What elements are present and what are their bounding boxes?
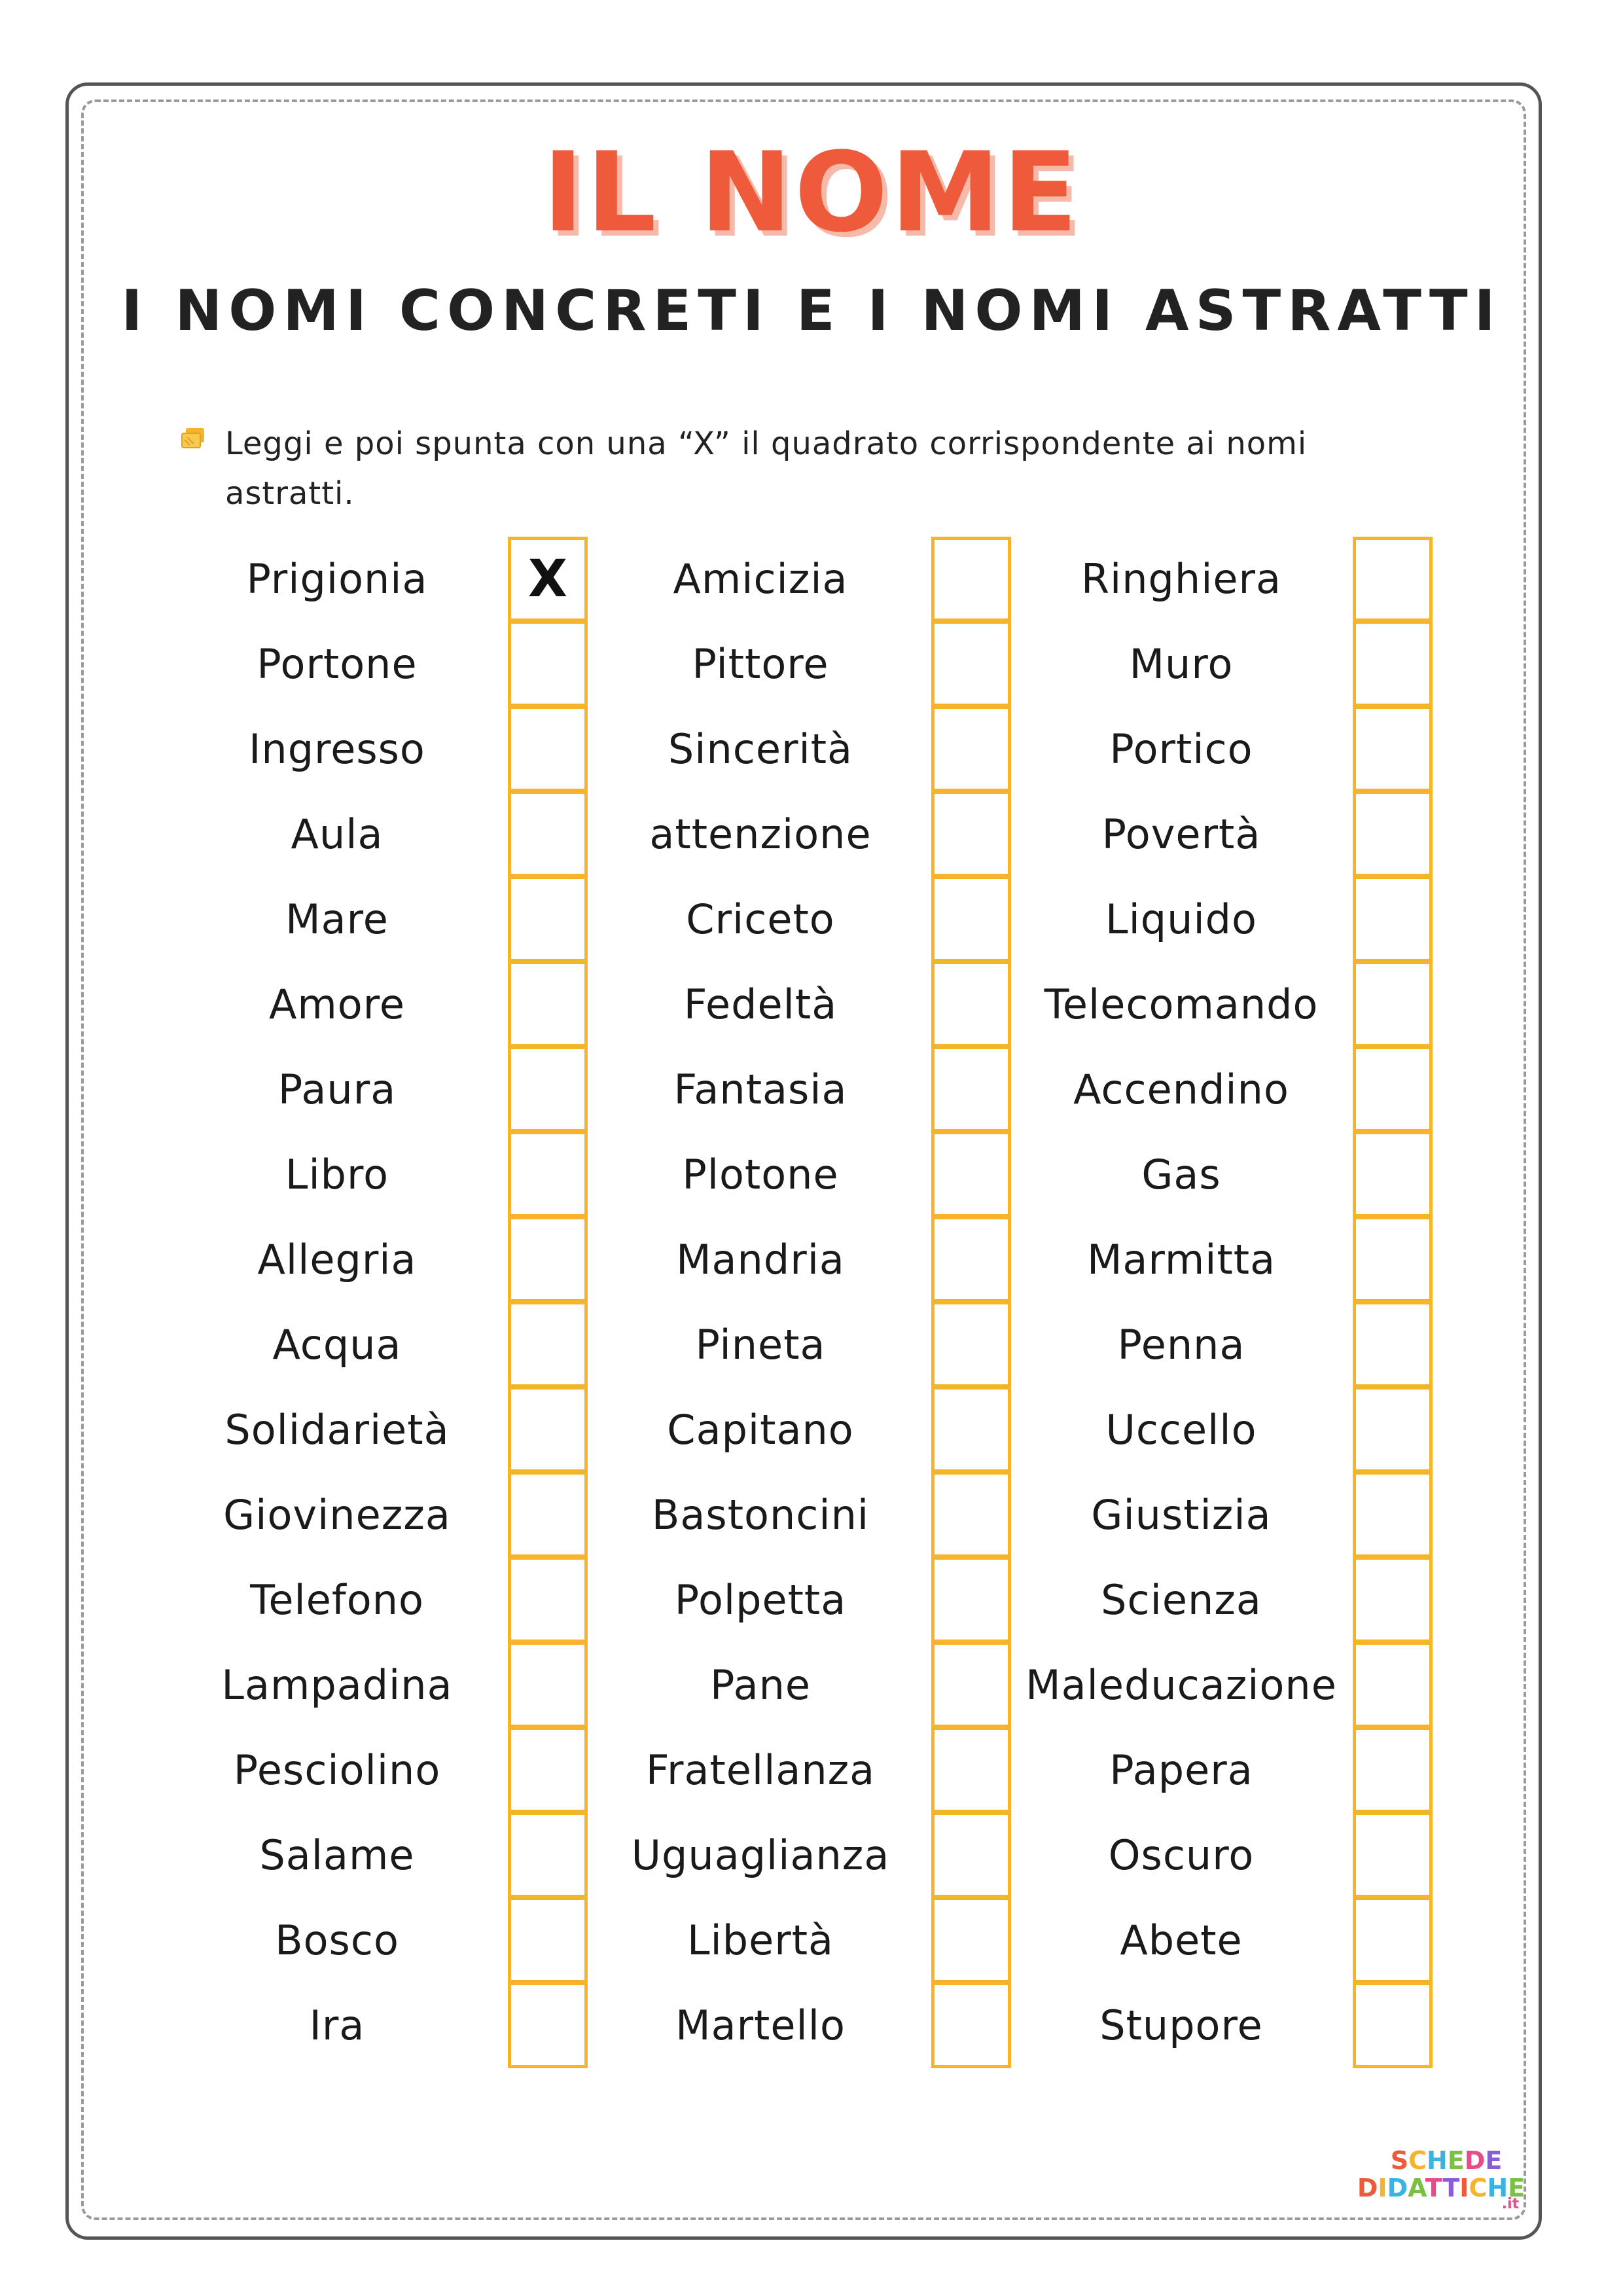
checkbox-mark [931,1643,1011,1728]
checkbox-mark [931,1983,1011,2068]
checkbox-mark [508,1898,588,1983]
checkbox-mark [931,537,1011,622]
word-item: attenzione [649,810,872,858]
word-item: Sincerità [668,725,853,773]
checkbox-mark [508,1558,588,1643]
word-item: Liquido [1105,895,1257,943]
checkbox-mark [931,1047,1011,1132]
checkbox-mark [1353,1047,1433,1132]
word-item: Amore [268,980,405,1028]
word-item: Allegria [257,1236,417,1283]
checkbox-mark [1353,1983,1433,2068]
checkbox-mark [508,1728,588,1813]
word-item: Uccello [1105,1406,1257,1454]
checkbox-mark [1353,1388,1433,1473]
checkbox-mark [931,877,1011,962]
word-item: Ringhiera [1080,555,1282,603]
checkbox-mark [508,1132,588,1217]
checkbox-mark [508,1047,588,1132]
instruction-text [225,419,1390,518]
word-item: Fantasia [673,1066,847,1113]
checkbox-mark [931,792,1011,877]
page-subtitle: I NOMI CONCRETI E I NOMI ASTRATTI [121,278,1502,344]
word-item: Plotone [682,1151,839,1198]
logo-line-1: SCHEDE [1390,2146,1503,2175]
checkbox-mark [1353,1302,1433,1388]
checkbox-mark [931,1813,1011,1898]
checkbox-mark [1353,1813,1433,1898]
word-item: Bosco [275,1916,399,1964]
word-item: Acqua [272,1321,402,1369]
word-item: Paura [277,1066,397,1113]
checkbox-mark [1353,1217,1433,1302]
word-item: Papera [1109,1746,1253,1794]
word-item: Telefono [250,1576,424,1624]
word-item: Portone [257,640,418,688]
checkbox-mark [1353,1132,1433,1217]
logo-suffix: .it [1501,2196,1520,2212]
instruction-line-1: Leggi e poi spunta con una “X” il quadrato corrispondente ai nomi [225,425,1308,462]
checkbox-mark [931,1132,1011,1217]
note-icon [181,428,205,450]
checkbox-mark [508,1217,588,1302]
checkbox-mark [508,1983,588,2068]
checkbox-mark [931,1388,1011,1473]
checkbox-mark [931,1302,1011,1388]
checkbox-mark [1353,877,1433,962]
word-item: Amicizia [673,555,848,603]
word-item: Criceto [686,895,835,943]
checkbox-mark [931,1217,1011,1302]
checkbox-mark [931,1558,1011,1643]
checkbox-mark [931,962,1011,1047]
word-item: Prigionia [246,555,428,603]
word-item: Ira [309,2001,365,2049]
word-item: Uguaglianza [631,1831,890,1879]
word-item: Ingresso [249,725,425,773]
word-item: Pineta [695,1321,826,1369]
checkbox-mark [1353,1728,1433,1813]
word-item: Scienza [1101,1576,1262,1624]
checkbox-mark [508,792,588,877]
checkbox-mark [931,707,1011,792]
checkbox-mark [508,1302,588,1388]
word-item: Giustizia [1091,1491,1272,1539]
instruction-line-2: astratti. [225,475,355,512]
checkbox-mark [508,1643,588,1728]
checkbox-mark [508,962,588,1047]
word-item: Telecomando [1044,980,1319,1028]
word-item: Mandria [676,1236,845,1283]
word-item: Libro [285,1151,389,1198]
checkbox-mark [508,1388,588,1473]
word-item: Abete [1120,1916,1243,1964]
word-item: Giovinezza [223,1491,451,1539]
checkbox-mark [1353,1558,1433,1643]
checkbox-mark: X [527,550,568,609]
word-item: Aula [291,810,383,858]
checkbox-mark [1353,537,1433,622]
word-item: Capitano [667,1406,854,1454]
word-item: Lampadina [221,1661,453,1709]
checkbox-mark [508,1473,588,1558]
checkbox-mark [508,1813,588,1898]
checkbox-mark [1353,1473,1433,1558]
checkbox-mark [1353,622,1433,707]
word-item: Pittore [692,640,829,688]
word-item: Portico [1109,725,1253,773]
word-item: Martello [675,2001,846,2049]
word-item: Bastoncini [651,1491,870,1539]
word-item: Solidarietà [224,1406,450,1454]
word-item: Muro [1129,640,1234,688]
checkbox-mark [1353,1643,1433,1728]
page-title: IL NOME [543,128,1080,257]
word-item: Fratellanza [645,1746,876,1794]
word-item: Maleducazione [1026,1661,1337,1709]
word-item: Pesciolino [233,1746,441,1794]
word-item: Penna [1117,1321,1245,1369]
checkbox-mark [508,622,588,707]
checkbox-mark [931,622,1011,707]
word-item: Pane [709,1661,812,1709]
word-item: Stupore [1099,2001,1263,2049]
word-item: Marmitta [1086,1236,1276,1283]
checkbox-mark [931,1898,1011,1983]
word-item: Accendino [1073,1066,1289,1113]
word-item: Povertà [1101,810,1261,858]
checkbox-mark [1353,1898,1433,1983]
word-item: Polpetta [674,1576,847,1624]
word-item: Salame [259,1831,415,1879]
word-item: Gas [1141,1151,1221,1198]
checkbox-mark [1353,962,1433,1047]
word-item: Oscuro [1108,1831,1255,1879]
word-item: Fedeltà [683,980,838,1028]
word-item: Mare [285,895,389,943]
checkbox-mark [1353,792,1433,877]
checkbox-mark [508,707,588,792]
checkbox-mark [508,877,588,962]
checkbox-mark [1353,707,1433,792]
checkbox-mark [931,1473,1011,1558]
logo-line-2: DIDATTICHE [1357,2174,1525,2202]
checkbox-mark [931,1728,1011,1813]
word-item: Libertà [687,1916,834,1964]
schede-didattiche-logo [1357,2140,1525,2212]
